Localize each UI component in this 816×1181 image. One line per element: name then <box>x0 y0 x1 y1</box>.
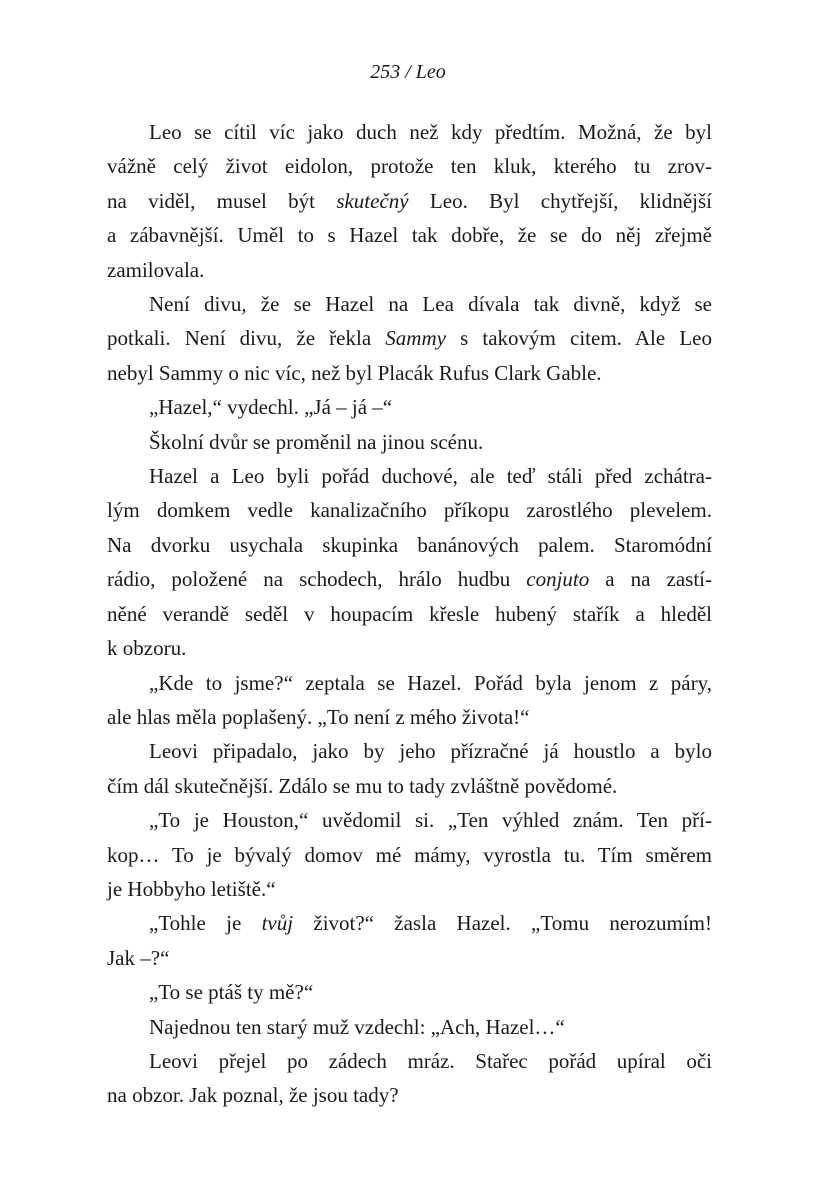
text-line: na viděl, musel být skutečný Leo. Byl chytřejší, klidnější <box>107 188 712 213</box>
text-line: rádio, položené na schodech, hrálo hudbu conjuto a na zastí- <box>107 567 712 592</box>
text-line: zamilovala. <box>107 257 205 282</box>
text-line: je Hobbyho letiště.“ <box>107 876 276 901</box>
text-line: čím dál skutečnější. Zdálo se mu to tady zvláštně povědomé. <box>107 773 618 798</box>
text-line: Není divu, že se Hazel na Lea dívala tak divně, když se <box>149 292 712 317</box>
text-line: Leo se cítil víc jako duch než kdy předtím. Možná, že byl <box>149 120 712 144</box>
paragraph <box>107 906 712 975</box>
text-line: Školní dvůr se proměnil na jinou scénu. <box>149 429 484 454</box>
italic-word: skutečný <box>336 188 409 213</box>
page-body <box>107 115 712 1113</box>
paragraph <box>107 459 712 665</box>
text-line: Najednou ten starý muž vzdechl: „Ach, Hazel…“ <box>149 1014 565 1039</box>
text-line: „Tohle je tvůj život?“ žasla Hazel. „Tomu nerozumím! <box>149 911 712 936</box>
text-line: vážně celý život eidolon, protože ten kluk, kterého tu zrov- <box>107 154 712 179</box>
chapter-title: Leo <box>415 61 446 83</box>
running-header <box>0 58 816 86</box>
text-line: nebyl Sammy o nic víc, než byl Placák Rufus Clark Gable. <box>107 360 602 385</box>
italic-word: conjuto <box>526 567 590 592</box>
italic-word: Sammy <box>385 326 446 351</box>
text-line: něné verandě seděl v houpacím křesle hubený stařík a hleděl <box>107 601 712 626</box>
paragraph <box>107 287 712 390</box>
paragraph <box>107 666 712 735</box>
paragraph <box>107 115 712 287</box>
text-line: Na dvorku usychala skupinka banánových palem. Staromódní <box>107 532 712 557</box>
text-line: „To je Houston,“ uvědomil si. „Ten výhled znám. Ten pří- <box>149 808 712 833</box>
text-line: Hazel a Leo byli pořád duchové, ale teď stáli před zchátra- <box>149 464 712 489</box>
text-line: na obzor. Jak poznal, že jsou tady? <box>107 1083 399 1108</box>
paragraph <box>107 425 712 459</box>
text-line: k obzoru. <box>107 636 187 661</box>
text-line: lým domkem vedle kanalizačního příkopu zarostlého plevelem. <box>107 498 712 523</box>
paragraph <box>107 390 712 424</box>
text-line: „Hazel,“ vydechl. „Já – já –“ <box>149 395 393 420</box>
paragraph <box>107 975 712 1009</box>
text-line: „Kde to jsme?“ zeptala se Hazel. Pořád byla jenom z páry, <box>149 670 712 695</box>
paragraph <box>107 1044 712 1113</box>
text-line: „To se ptáš ty mě?“ <box>149 980 314 1005</box>
paragraph <box>107 734 712 803</box>
italic-word: tvůj <box>261 911 294 936</box>
text-line: Leovi připadalo, jako by jeho přízračné já houstlo a bylo <box>149 739 712 764</box>
text-line: a zábavnější. Uměl to s Hazel tak dobře, že se do něj zřejmě <box>107 223 712 248</box>
text-line: kop… To je bývalý domov mé mámy, vyrostla tu. Tím směrem <box>107 842 712 867</box>
paragraph <box>107 1010 712 1044</box>
text-line: Jak –?“ <box>107 945 170 970</box>
text-line: potkali. Není divu, že řekla Sammy s takovým citem. Ale Leo <box>107 326 712 351</box>
page-number: 253 <box>370 61 401 83</box>
paragraph <box>107 803 712 906</box>
header-separator: / <box>400 61 416 83</box>
text-line: Leovi přejel po zádech mráz. Stařec pořád upíral oči <box>149 1048 712 1073</box>
text-line: ale hlas měla poplašený. „To není z mého života!“ <box>107 704 530 729</box>
